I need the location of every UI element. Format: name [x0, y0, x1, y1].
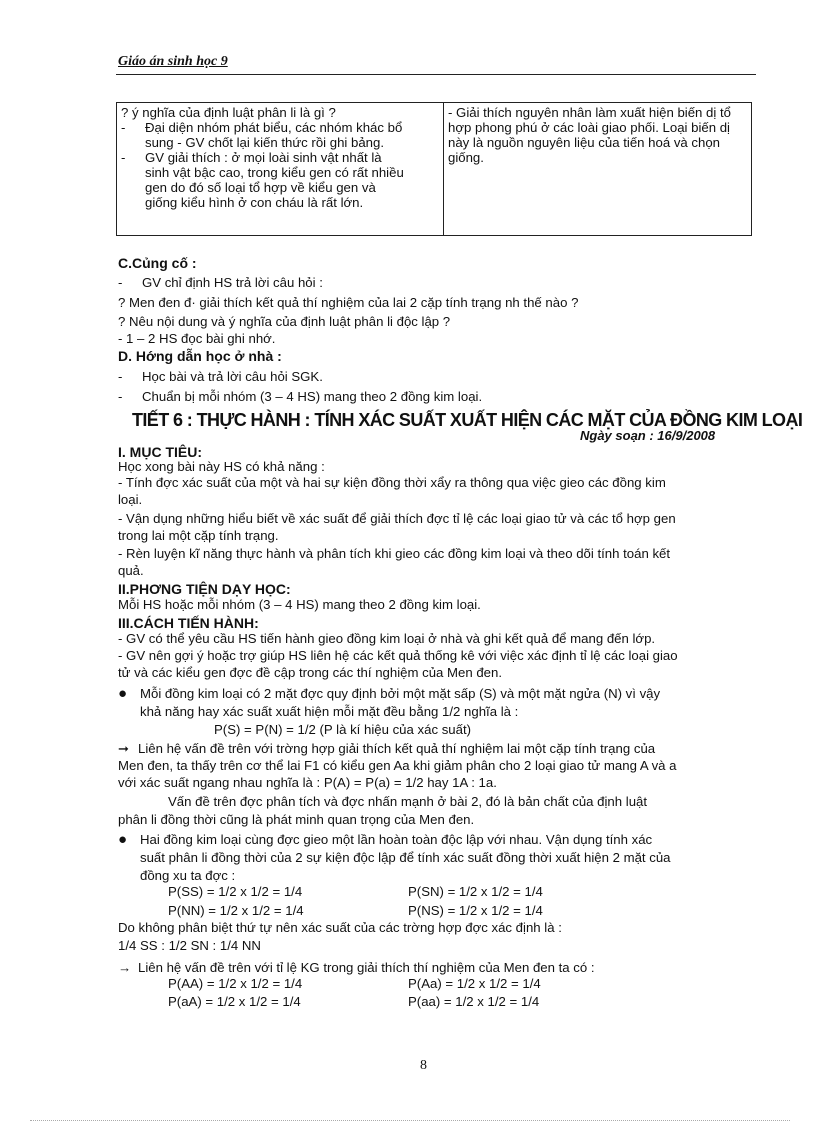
table-line: này là nguồn nguyên liệu của tiến hoá và chọn	[448, 135, 721, 150]
table-line: sung - GV chốt lại kiến thức rồi ghi bảng.	[145, 135, 385, 150]
part2-heading: II.PHƠNG TIỆN DẠY HỌC:	[118, 581, 291, 597]
text-line: loại.	[118, 492, 143, 507]
lesson-date: Ngày soạn : 16/9/2008	[580, 428, 716, 443]
text-line: - Rèn luyện kĩ năng thực hành và phân tích khi gieo các đồng kim loại và theo dõi tính toán kết	[118, 546, 671, 561]
text-line: ? Men đen đ· giải thích kết quả thí nghiệm của lai 2 cặp tính trạng nh thế nào ?	[118, 295, 579, 310]
table-line: gen do đó số loại tổ hợp về kiểu gen và	[145, 180, 376, 195]
text-line: Do không phân biệt thứ tự nên xác suất của các trờng hợp đợc xác định là :	[118, 920, 562, 935]
text-line: Vấn đề trên đợc phân tích và đợc nhấn mạnh ở bài 2, đó là bản chất của định luật	[168, 794, 648, 809]
prob-line: P(SS) = 1/2 x 1/2 = 1/4	[168, 884, 303, 899]
table-row	[117, 103, 752, 236]
table-line: sinh vật bậc cao, trong kiểu gen có rất nhiều	[145, 165, 404, 180]
part3-heading: III.CÁCH TIẾN HÀNH:	[118, 615, 259, 631]
text-line: - GV có thể yêu cầu HS tiến hành gieo đồng kim loại ở nhà và ghi kết quả để mang đến lớp.	[118, 631, 656, 646]
text-line: quả.	[118, 563, 144, 578]
table-cell-right	[444, 103, 752, 236]
table-line: giống kiểu hình ở con cháu là rất lớn.	[145, 195, 364, 210]
text-line: suất phân li đồng thời của 2 sự kiện độc lập để tính xác suất đồng thời xuất hiện 2 mặt của	[140, 850, 671, 865]
table-line: - GV giải thích : ở mọi loài sinh vật nhất là	[121, 150, 382, 165]
table-cell-left	[117, 103, 444, 236]
prob-line: P(NS) = 1/2 x 1/2 = 1/4	[408, 903, 543, 918]
text-line: - Tính đợc xác suất của một và hai sự kiện đồng thời xẩy ra thông qua việc gieo các đồng kim	[118, 475, 666, 490]
text-line: tử và các kiểu gen đợc đề cập trong các thí nghiệm của Men đen.	[118, 665, 503, 680]
text-line: - Học bài và trả lời câu hỏi SGK.	[118, 369, 323, 384]
text-line: phân li đồng thời cũng là phát minh quan trọng của Men đen.	[118, 812, 475, 827]
table-line: - Đại diện nhóm phát biểu, các nhóm khác bổ	[121, 120, 403, 135]
text-line: trong lai một cặp tính trạng.	[118, 528, 279, 543]
text-line: Mỗi HS hoặc mỗi nhóm (3 – 4 HS) mang theo 2 đồng kim loại.	[118, 597, 481, 612]
table-line: hợp phong phú ở các loài giao phối. Loại biến dị	[448, 120, 730, 135]
text-line: Học xong bài này HS có khả năng :	[118, 459, 325, 474]
text-line: - Chuẩn bị mỗi nhóm (3 – 4 HS) mang theo 2 đồng kim loại.	[118, 389, 483, 404]
table-line: ? ý nghĩa của định luật phân li là gì ?	[121, 105, 336, 120]
text-line: với xác suất ngang nhau nghĩa là : P(A) = P(a) = 1/2 hay 1A : 1a.	[118, 775, 497, 790]
prob-line: P(NN) = 1/2 x 1/2 = 1/4	[168, 903, 304, 918]
arrow-icon: →	[118, 960, 132, 975]
text-line: - Vận dụng những hiểu biết về xác suất để giải thích đợc tỉ lệ các loại giao tử và các tổ hợp gen	[118, 511, 676, 526]
table-line: - Giải thích nguyên nhân làm xuất hiện biến dị tổ	[448, 105, 731, 120]
prob-line: P(Aa) = 1/2 x 1/2 = 1/4	[408, 976, 541, 991]
header-rule	[116, 74, 756, 75]
part1-heading: I. MỤC TIÊU:	[118, 444, 202, 460]
section-c-heading: C.Củng cố :	[118, 255, 197, 271]
prob-line: P(SN) = 1/2 x 1/2 = 1/4	[408, 884, 543, 899]
text-line: ● Hai đồng kim loại cùng đợc gieo một lần hoàn toàn độc lập với nhau. Vận dụng tính xác	[118, 831, 653, 848]
lesson-title: TIẾT 6 : THỰC HÀNH : TÍNH XÁC SUẤT XUẤT HIỆN CÁC MẶT CỦA ĐỒNG KIM LOẠI	[132, 410, 803, 430]
bullet-icon: ●	[118, 685, 128, 702]
text-line: → Liên hệ vấn đề trên với tỉ lệ KG trong giải thích thí nghiệm của Men đen ta có :	[118, 960, 595, 975]
text-line: Men đen, ta thấy trên cơ thể lai F1 có kiểu gen Aa khi giảm phân cho 2 loại giao tử mang A và a	[118, 758, 677, 773]
text-line: đồng xu ta đợc :	[140, 868, 236, 883]
text-line: P(S) = P(N) = 1/2 (P là kí hiệu của xác suất)	[214, 722, 472, 737]
table-line: giống.	[448, 150, 484, 165]
prob-line: P(aA) = 1/2 x 1/2 = 1/4	[168, 994, 301, 1009]
text-line: - GV chỉ định HS trả lời câu hỏi :	[118, 275, 323, 290]
arrow-icon: ➞	[118, 741, 130, 756]
running-header: Giáo án sinh học 9	[118, 54, 228, 69]
text-line: ● Mỗi đồng kim loại có 2 mặt đợc quy định bởi một mặt sấp (S) và một mặt ngửa (N) vì vậy	[118, 685, 661, 702]
prob-line: P(aa) = 1/2 x 1/2 = 1/4	[408, 994, 540, 1009]
bullet-icon: ●	[118, 831, 128, 848]
text-line: - GV nên gợi ý hoặc trợ giúp HS liên hệ các kết quả thống kê với việc xác định tỉ lệ các loại giao	[118, 648, 678, 663]
page-number: 8	[420, 1058, 427, 1073]
footer-rule	[30, 1120, 790, 1121]
text-line: 1/4 SS : 1/2 SN : 1/4 NN	[118, 938, 261, 953]
section-d-heading: D. Hớng dẫn học ở nhà :	[118, 348, 282, 364]
prob-line: P(AA) = 1/2 x 1/2 = 1/4	[168, 976, 303, 991]
text-line: - 1 – 2 HS đọc bài ghi nhớ.	[118, 331, 276, 346]
text-line: ➞ Liên hệ vấn đề trên với trờng hợp giải thích kết quả thí nghiệm lai một cặp tính trạng của	[118, 741, 656, 756]
text-line: khả năng hay xác suất xuất hiện mỗi mặt đều bằng 1/2 nghĩa là :	[140, 704, 519, 719]
content-table	[116, 102, 752, 236]
text-line: ? Nêu nội dung và ý nghĩa của định luật phân li độc lập ?	[118, 314, 451, 329]
